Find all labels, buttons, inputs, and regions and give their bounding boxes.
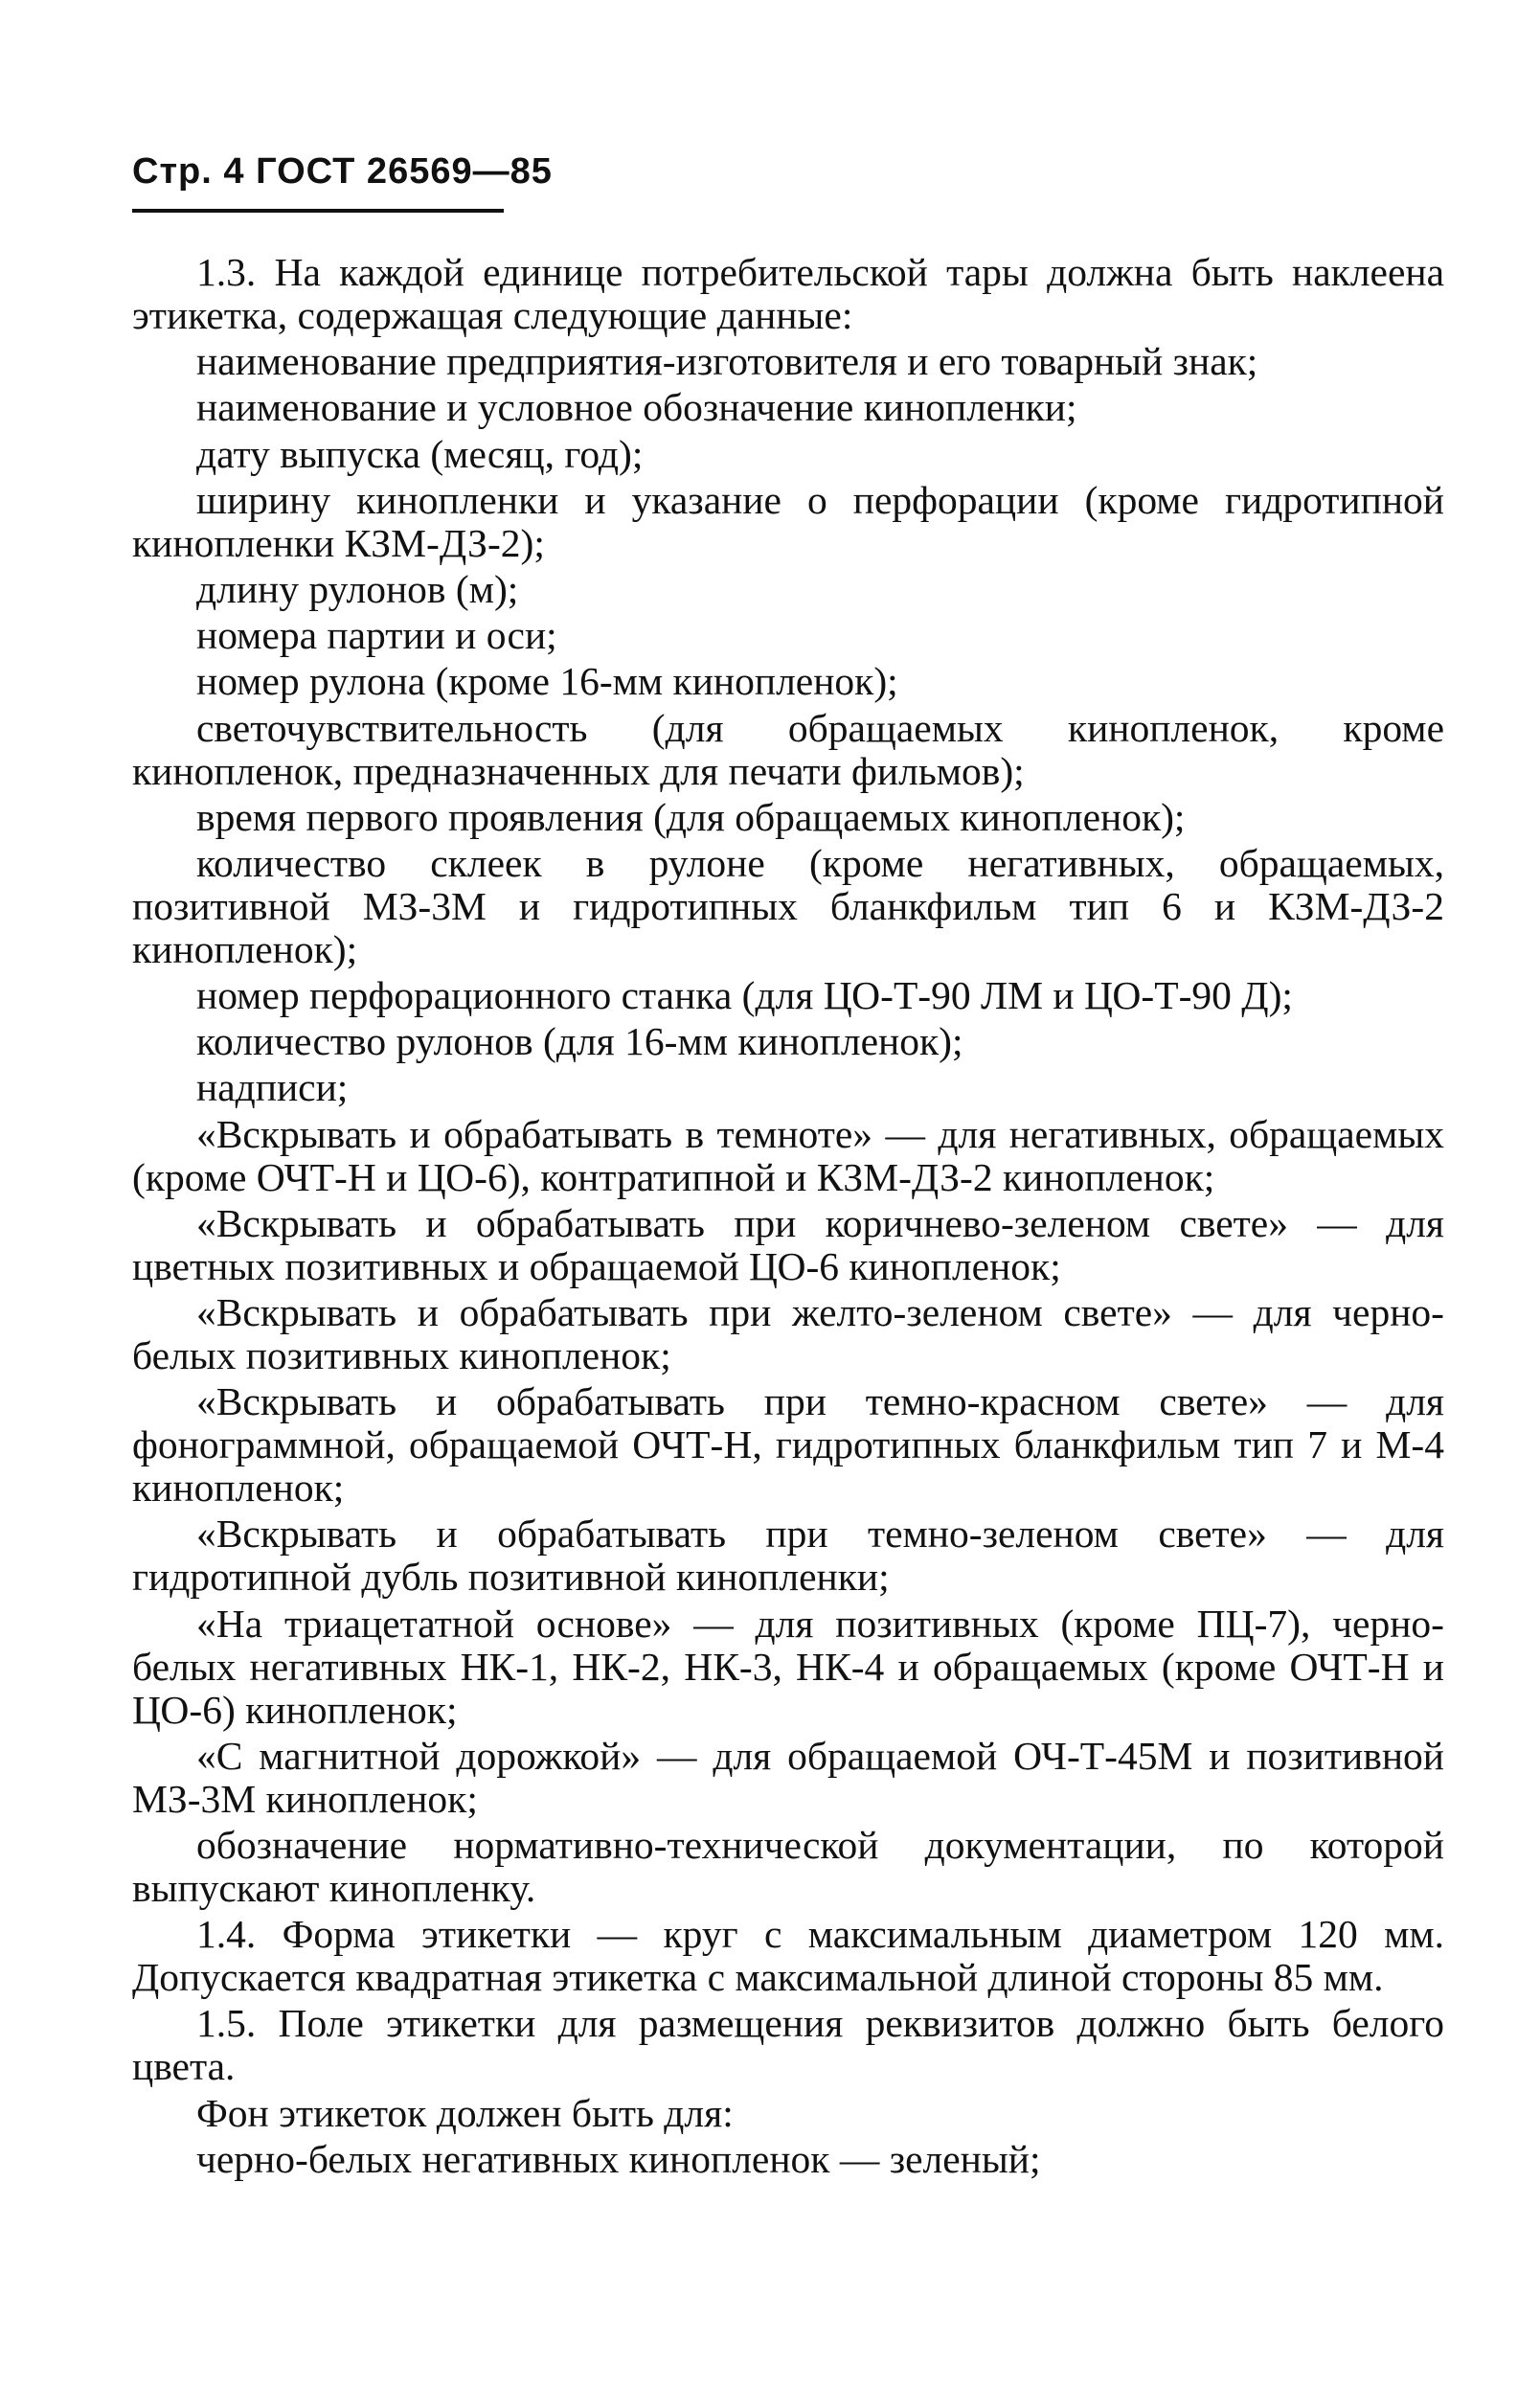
inscription-darkness: «Вскрывать и обрабатывать в темноте» — для негативных, обращаемых (кроме ОЧТ-Н и ЦО-6), контратипной и КЗМ-ДЗ-2 кинопленок;	[132, 1111, 1444, 1199]
list-item-perforator: номер перфорационного станка (для ЦО-Т-90 ЛМ и ЦО-Т-90 Д);	[196, 973, 1293, 1018]
paragraph-1-5: 1.5. Поле этикетки для размещения реквизитов должно быть белого цвета.	[132, 2001, 1444, 2089]
list-item-manufacturer: наименование предприятия-изготовителя и его товарный знак;	[196, 339, 1258, 384]
list-item-film-width: ширину кинопленки и указание о перфорации (кроме гидротипной кинопленки КЗМ-ДЗ-2);	[132, 477, 1444, 565]
list-item-standard-doc: обозначение нормативно-технической документации, по которой выпускают кинопленку.	[132, 1822, 1444, 1910]
list-item-sensitivity: светочувствительность (для обращаемых кинопленок, кроме кинопленок, предназначенных для печати фильмов);	[132, 705, 1444, 793]
inscription-magnetic: «С магнитной дорожкой» — для обращаемой ОЧ-Т-45М и позитивной МЗ-3М кинопленок;	[132, 1733, 1444, 1821]
header-rule	[132, 209, 504, 213]
list-item-roll-length: длину рулонов (м);	[196, 566, 519, 611]
inscription-dark-red: «Вскрывать и обрабатывать при темно-красном свете» — для фонограммной, обращаемой ОЧТ-Н, гидротипных бланкфильм тип 7 и М-4 кинопленок;	[132, 1379, 1444, 1511]
list-item-batch-number: номера партии и оси;	[196, 613, 557, 658]
paragraph-1-4: 1.4. Форма этикетки — круг с максимальным диаметром 120 мм. Допускается квадратная этикетка с максимальной длиной стороны 85 мм.	[132, 1912, 1444, 2000]
list-item-film-name: наименование и условное обозначение кинопленки;	[196, 385, 1077, 430]
page-header: Стр. 4 ГОСТ 26569—85	[132, 151, 553, 192]
list-item-inscriptions: надписи;	[196, 1065, 349, 1110]
list-item-release-date: дату выпуска (месяц, год);	[196, 431, 644, 476]
inscription-dark-green: «Вскрывать и обрабатывать при темно-зеленом свете» — для гидротипной дубль позитивной кинопленки;	[132, 1512, 1444, 1600]
paragraph-1-3: 1.3. На каждой единице потребительской тары должна быть наклеена этикетка, содержащая следующие данные:	[132, 250, 1444, 337]
inscription-brown-green: «Вскрывать и обрабатывать при коричнево-зеленом свете» — для цветных позитивных и обращаемой ЦО-6 кинопленок;	[132, 1200, 1444, 1288]
list-item-roll-number: номер рулона (кроме 16-мм кинопленок);	[196, 659, 898, 704]
list-item-development-time: время первого проявления (для обращаемых кинопленок);	[196, 794, 1186, 839]
list-item-bw-negative: черно-белых негативных кинопленок — зеленый;	[196, 2136, 1041, 2181]
paragraph-background: Фон этикеток должен быть для:	[196, 2090, 734, 2135]
inscription-triacetate: «На триацетатной основе» — для позитивных (кроме ПЦ-7), черно-белых негативных НК-1, НК-2, НК-3, НК-4 и обращаемых (кроме ОЧТ-Н и ЦО-6) кинопленок;	[132, 1601, 1444, 1732]
document-body	[132, 251, 1444, 2184]
inscription-yellow-green: «Вскрывать и обрабатывать при желто-зеленом свете» — для черно-белых позитивных кинопленок;	[132, 1290, 1444, 1377]
list-item-splices: количество склеек в рулоне (кроме негативных, обращаемых, позитивной МЗ-3М и гидротипных бланкфильм тип 6 и КЗМ-ДЗ-2 кинопленок);	[132, 840, 1444, 971]
list-item-roll-count: количество рулонов (для 16-мм кинопленок);	[196, 1019, 963, 1064]
